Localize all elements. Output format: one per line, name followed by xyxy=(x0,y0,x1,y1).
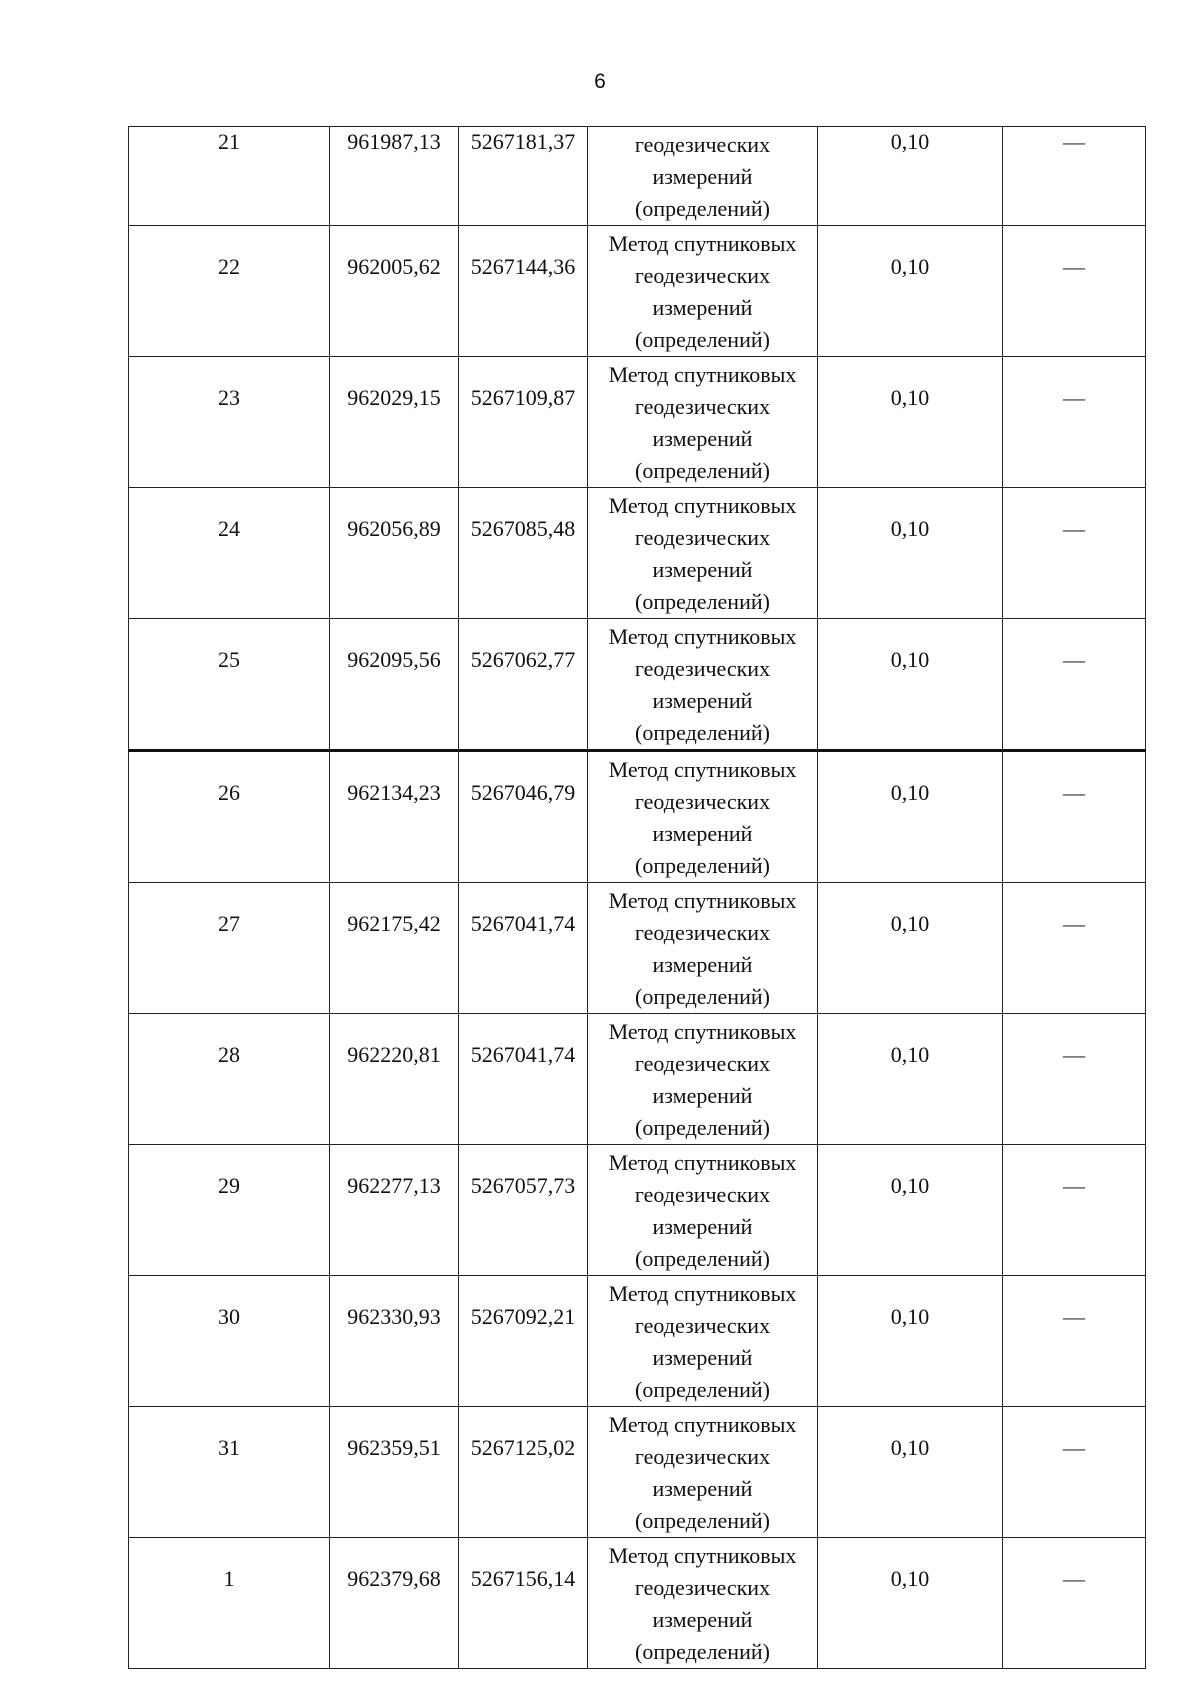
method-line: (определений) xyxy=(635,1115,770,1140)
note-cell xyxy=(1003,1014,1146,1145)
table-row xyxy=(129,488,1146,619)
method-line: (определений) xyxy=(635,853,770,878)
note-dash: — xyxy=(1063,516,1085,541)
y-coordinate-cell xyxy=(459,1407,588,1538)
method-line: измерений xyxy=(652,557,753,582)
note-cell xyxy=(1003,1145,1146,1276)
note-cell xyxy=(1003,127,1146,226)
y-coordinate-cell xyxy=(459,619,588,751)
note-cell xyxy=(1003,619,1146,751)
y-coordinate-cell xyxy=(459,357,588,488)
x-coordinate-cell xyxy=(330,488,459,619)
point-number-cell xyxy=(129,357,330,488)
point-number-cell xyxy=(129,1538,330,1669)
point-number-cell xyxy=(129,1014,330,1145)
method-line: измерений xyxy=(652,688,753,713)
x-coordinate-cell xyxy=(330,226,459,357)
x-coordinate-cell-text: 961987,13 xyxy=(347,129,441,154)
point-number-cell xyxy=(129,127,330,226)
method-cell xyxy=(588,488,818,619)
x-coordinate-cell xyxy=(330,1407,459,1538)
point-number-cell-text: 23 xyxy=(218,385,240,410)
method-cell xyxy=(588,751,818,883)
point-number-cell-text: 31 xyxy=(218,1435,240,1460)
method-cell xyxy=(588,1407,818,1538)
y-coordinate-cell xyxy=(459,488,588,619)
x-coordinate-cell-text: 962330,93 xyxy=(347,1304,441,1329)
x-coordinate-cell xyxy=(330,1014,459,1145)
y-coordinate-cell xyxy=(459,1276,588,1407)
note-dash: — xyxy=(1063,1304,1085,1329)
method-line: (определений) xyxy=(635,589,770,614)
method-line: измерений xyxy=(652,1345,753,1370)
method-line: (определений) xyxy=(635,1639,770,1664)
x-coordinate-cell xyxy=(330,1145,459,1276)
method-line: измерений xyxy=(652,295,753,320)
page-number: 6 xyxy=(594,70,606,93)
accuracy-cell-text: 0,10 xyxy=(890,647,930,672)
method-line: (определений) xyxy=(635,327,770,352)
y-coordinate-cell-text: 5267092,21 xyxy=(470,1304,576,1329)
method-line: геодезических xyxy=(634,656,771,681)
x-coordinate-cell-text: 962095,56 xyxy=(347,647,441,672)
method-line: Метод спутниковых xyxy=(608,1281,797,1306)
y-coordinate-cell-text: 5267125,02 xyxy=(470,1435,576,1460)
y-coordinate-cell xyxy=(459,1145,588,1276)
point-number-cell-text: 22 xyxy=(218,254,240,279)
method-line: измерений xyxy=(652,1083,753,1108)
note-dash: — xyxy=(1063,254,1085,279)
y-coordinate-cell-text: 5267156,14 xyxy=(470,1566,576,1591)
method-line: Метод спутниковых xyxy=(608,624,797,649)
method-line: (определений) xyxy=(635,1377,770,1402)
note-cell xyxy=(1003,488,1146,619)
x-coordinate-cell-text: 962277,13 xyxy=(347,1173,441,1198)
method-line: геодезических xyxy=(634,1313,771,1338)
method-line: геодезических xyxy=(634,1444,771,1469)
note-cell xyxy=(1003,1538,1146,1669)
x-coordinate-cell xyxy=(330,751,459,883)
method-line: (определений) xyxy=(635,1508,770,1533)
note-cell xyxy=(1003,883,1146,1014)
note-dash: — xyxy=(1063,647,1085,672)
method-cell xyxy=(588,1538,818,1669)
point-number-cell xyxy=(129,1407,330,1538)
table-row xyxy=(129,1145,1146,1276)
note-cell xyxy=(1003,751,1146,883)
method-line: Метод спутниковых xyxy=(608,1543,797,1568)
x-coordinate-cell-text: 962359,51 xyxy=(347,1435,441,1460)
method-line: измерений xyxy=(652,1476,753,1501)
point-number-cell xyxy=(129,1145,330,1276)
x-coordinate-cell-text: 962056,89 xyxy=(347,516,441,541)
method-cell xyxy=(588,226,818,357)
y-coordinate-cell-text: 5267062,77 xyxy=(470,647,576,672)
y-coordinate-cell-text: 5267057,73 xyxy=(470,1173,576,1198)
note-dash: — xyxy=(1063,129,1085,154)
method-line: измерений xyxy=(652,426,753,451)
x-coordinate-cell-text: 962379,68 xyxy=(347,1566,441,1591)
point-number-cell xyxy=(129,751,330,883)
y-coordinate-cell xyxy=(459,127,588,226)
method-line: геодезических xyxy=(634,1182,771,1207)
y-coordinate-cell xyxy=(459,751,588,883)
method-line: (определений) xyxy=(635,720,770,745)
method-line: (определений) xyxy=(635,196,770,221)
y-coordinate-cell xyxy=(459,1014,588,1145)
method-line: (определений) xyxy=(635,458,770,483)
table-row xyxy=(129,751,1146,883)
method-line: геодезических xyxy=(634,920,771,945)
y-coordinate-cell xyxy=(459,883,588,1014)
table-row xyxy=(129,127,1146,226)
method-line: Метод спутниковых xyxy=(608,757,797,782)
x-coordinate-cell xyxy=(330,357,459,488)
accuracy-cell xyxy=(818,1276,1003,1407)
method-line: Метод спутниковых xyxy=(608,1019,797,1044)
accuracy-cell-text: 0,10 xyxy=(890,1173,930,1198)
method-line: геодезических xyxy=(634,1575,771,1600)
accuracy-cell xyxy=(818,1407,1003,1538)
point-number-cell xyxy=(129,488,330,619)
y-coordinate-cell-text: 5267046,79 xyxy=(470,780,576,805)
point-number-cell-text: 28 xyxy=(218,1042,240,1067)
accuracy-cell-text: 0,10 xyxy=(890,1566,930,1591)
note-dash: — xyxy=(1063,1173,1085,1198)
y-coordinate-cell-text: 5267085,48 xyxy=(470,516,576,541)
note-dash: — xyxy=(1063,1042,1085,1067)
method-line: (определений) xyxy=(635,1246,770,1271)
note-dash: — xyxy=(1063,911,1085,936)
table-row xyxy=(129,883,1146,1014)
method-line: Метод спутниковых xyxy=(608,493,797,518)
accuracy-cell-text: 0,10 xyxy=(890,516,930,541)
accuracy-cell-text: 0,10 xyxy=(890,1042,930,1067)
y-coordinate-cell xyxy=(459,226,588,357)
note-dash: — xyxy=(1063,1566,1085,1591)
method-line: Метод спутниковых xyxy=(608,362,797,387)
point-number-cell xyxy=(129,226,330,357)
y-coordinate-cell xyxy=(459,1538,588,1669)
method-line: измерений xyxy=(652,952,753,977)
accuracy-cell-text: 0,10 xyxy=(890,129,930,154)
method-line: Метод спутниковых xyxy=(608,1412,797,1437)
method-line: геодезических xyxy=(634,263,771,288)
accuracy-cell xyxy=(818,751,1003,883)
note-dash: — xyxy=(1063,1435,1085,1460)
method-cell xyxy=(588,883,818,1014)
point-number-cell-text: 26 xyxy=(218,780,240,805)
method-line: Метод спутниковых xyxy=(608,888,797,913)
y-coordinate-cell-text: 5267041,74 xyxy=(470,911,576,936)
note-cell xyxy=(1003,226,1146,357)
point-number-cell-text: 1 xyxy=(223,1566,235,1591)
method-cell xyxy=(588,127,818,226)
accuracy-cell-text: 0,10 xyxy=(890,1435,930,1460)
table-row xyxy=(129,226,1146,357)
note-cell xyxy=(1003,1276,1146,1407)
method-line: измерений xyxy=(652,1607,753,1632)
point-number-cell-text: 29 xyxy=(218,1173,240,1198)
accuracy-cell xyxy=(818,1014,1003,1145)
accuracy-cell-text: 0,10 xyxy=(890,780,930,805)
x-coordinate-cell xyxy=(330,1276,459,1407)
x-coordinate-cell-text: 962220,81 xyxy=(347,1042,441,1067)
accuracy-cell xyxy=(818,619,1003,751)
accuracy-cell-text: 0,10 xyxy=(890,385,930,410)
y-coordinate-cell-text: 5267041,74 xyxy=(470,1042,576,1067)
point-number-cell xyxy=(129,883,330,1014)
method-line: измерений xyxy=(652,821,753,846)
method-line: Метод спутниковых xyxy=(608,1150,797,1175)
accuracy-cell xyxy=(818,127,1003,226)
table-row xyxy=(129,619,1146,751)
accuracy-cell-text: 0,10 xyxy=(890,911,930,936)
point-number-cell-text: 24 xyxy=(218,516,240,541)
x-coordinate-cell-text: 962029,15 xyxy=(347,385,441,410)
method-line: геодезических xyxy=(634,394,771,419)
x-coordinate-cell-text: 962175,42 xyxy=(347,911,441,936)
table-row xyxy=(129,1014,1146,1145)
method-line: геодезических xyxy=(634,132,771,157)
x-coordinate-cell xyxy=(330,883,459,1014)
method-line: измерений xyxy=(652,164,753,189)
accuracy-cell xyxy=(818,1538,1003,1669)
table-row xyxy=(129,1407,1146,1538)
x-coordinate-cell-text: 962005,62 xyxy=(347,254,441,279)
accuracy-cell xyxy=(818,488,1003,619)
point-number-cell xyxy=(129,1276,330,1407)
x-coordinate-cell xyxy=(330,619,459,751)
method-line: геодезических xyxy=(634,525,771,550)
table-row xyxy=(129,1538,1146,1669)
note-dash: — xyxy=(1063,780,1085,805)
accuracy-cell xyxy=(818,1145,1003,1276)
accuracy-cell-text: 0,10 xyxy=(890,1304,930,1329)
y-coordinate-cell-text: 5267109,87 xyxy=(470,385,576,410)
method-line: геодезических xyxy=(634,1051,771,1076)
point-number-cell-text: 21 xyxy=(218,129,240,154)
method-line: Метод спутниковых xyxy=(608,231,797,256)
method-cell xyxy=(588,1014,818,1145)
note-dash: — xyxy=(1063,385,1085,410)
y-coordinate-cell-text: 5267144,36 xyxy=(470,254,576,279)
accuracy-cell xyxy=(818,883,1003,1014)
point-number-cell-text: 27 xyxy=(218,911,240,936)
note-cell xyxy=(1003,357,1146,488)
y-coordinate-cell-text: 5267181,37 xyxy=(470,129,576,154)
method-cell xyxy=(588,619,818,751)
coordinates-table xyxy=(128,126,1146,1669)
accuracy-cell xyxy=(818,357,1003,488)
method-line: (определений) xyxy=(635,984,770,1009)
point-number-cell-text: 30 xyxy=(218,1304,240,1329)
method-line: геодезических xyxy=(634,789,771,814)
note-cell xyxy=(1003,1407,1146,1538)
accuracy-cell xyxy=(818,226,1003,357)
x-coordinate-cell xyxy=(330,127,459,226)
table-body xyxy=(129,127,1146,1669)
method-cell xyxy=(588,357,818,488)
accuracy-cell-text: 0,10 xyxy=(890,254,930,279)
table-row xyxy=(129,1276,1146,1407)
point-number-cell-text: 25 xyxy=(218,647,240,672)
x-coordinate-cell-text: 962134,23 xyxy=(347,780,441,805)
method-cell xyxy=(588,1276,818,1407)
method-line: измерений xyxy=(652,1214,753,1239)
x-coordinate-cell xyxy=(330,1538,459,1669)
table-row xyxy=(129,357,1146,488)
method-cell xyxy=(588,1145,818,1276)
point-number-cell xyxy=(129,619,330,751)
